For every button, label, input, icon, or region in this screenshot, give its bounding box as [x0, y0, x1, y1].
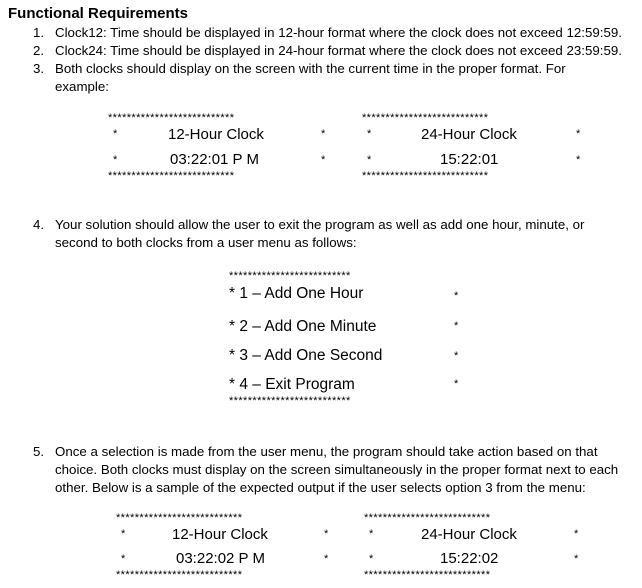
- border-star: *: [454, 350, 459, 362]
- clock12-border-top: ***************************: [108, 112, 235, 124]
- menu-item-add-second: * 3 – Add One Second: [229, 347, 383, 364]
- clock12-time: 03:22:01 P M: [170, 151, 259, 168]
- clock12-border-bottom: ***************************: [116, 569, 243, 581]
- clock24-title: 24-Hour Clock: [421, 126, 517, 143]
- requirement-4-continued: second to both clocks from a user menu as follows:: [55, 235, 357, 250]
- requirement-1: 1. Clock12: Time should be displayed in 12-hour format where the clock does not exceed 12:59:59.: [33, 25, 622, 40]
- clock24-border-top: ***************************: [362, 112, 489, 124]
- clock12-border-top: ***************************: [116, 512, 243, 524]
- border-star: *: [321, 128, 326, 140]
- menu-border-top: **************************: [229, 270, 351, 282]
- border-star: *: [324, 528, 329, 540]
- border-star: *: [324, 553, 329, 565]
- section-heading: Functional Requirements: [8, 5, 189, 22]
- border-star: *: [369, 528, 374, 540]
- border-star: *: [369, 553, 374, 565]
- border-star: *: [367, 128, 372, 140]
- requirement-3: 3. Both clocks should display on the screen with the current time in the proper format. For: [33, 61, 566, 76]
- border-star: *: [229, 318, 236, 335]
- border-star: *: [367, 154, 372, 166]
- clock12-time: 03:22:02 P M: [176, 550, 265, 567]
- clock24-border-top: ***************************: [364, 512, 491, 524]
- border-star: *: [321, 154, 326, 166]
- border-star: *: [574, 553, 579, 565]
- border-star: *: [113, 128, 118, 140]
- border-star: *: [121, 553, 126, 565]
- clock24-border-bottom: ***************************: [362, 170, 489, 182]
- border-star: *: [454, 378, 459, 390]
- border-star: *: [576, 128, 581, 140]
- clock12-title: 12-Hour Clock: [172, 526, 268, 543]
- border-star: *: [229, 376, 236, 393]
- clock24-border-bottom: ***************************: [364, 569, 491, 581]
- requirement-3-continued: example:: [55, 79, 109, 94]
- border-star: *: [113, 154, 118, 166]
- menu-item-exit: * 4 – Exit Program: [229, 376, 355, 393]
- requirement-5: 5. Once a selection is made from the user menu, the program should take action based on that: [33, 444, 598, 459]
- border-star: *: [454, 320, 459, 332]
- border-star: *: [229, 285, 236, 302]
- clock12-border-bottom: ***************************: [108, 170, 235, 182]
- border-star: *: [574, 528, 579, 540]
- menu-item-add-hour: * 1 – Add One Hour: [229, 285, 364, 302]
- menu-border-bottom: **************************: [229, 395, 351, 407]
- clock24-title: 24-Hour Clock: [421, 526, 517, 543]
- border-star: *: [576, 154, 581, 166]
- clock24-time: 15:22:02: [440, 550, 499, 567]
- requirement-5-continued-1: choice. Both clocks must display on the screen simultaneously in the proper format next to each: [55, 462, 619, 477]
- clock24-time: 15:22:01: [440, 151, 499, 168]
- border-star: *: [121, 528, 126, 540]
- border-star: *: [229, 347, 236, 364]
- menu-item-add-minute: * 2 – Add One Minute: [229, 318, 377, 335]
- requirement-2: 2. Clock24: Time should be displayed in 24-hour format where the clock does not exceed 23:59:59.: [33, 43, 622, 58]
- requirement-4: 4. Your solution should allow the user to exit the program as well as add one hour, minute, or: [33, 217, 585, 232]
- border-star: *: [454, 290, 459, 302]
- clock12-title: 12-Hour Clock: [168, 126, 264, 143]
- requirement-5-continued-2: other. Below is a sample of the expected output if the user selects option 3 from the menu:: [55, 480, 586, 495]
